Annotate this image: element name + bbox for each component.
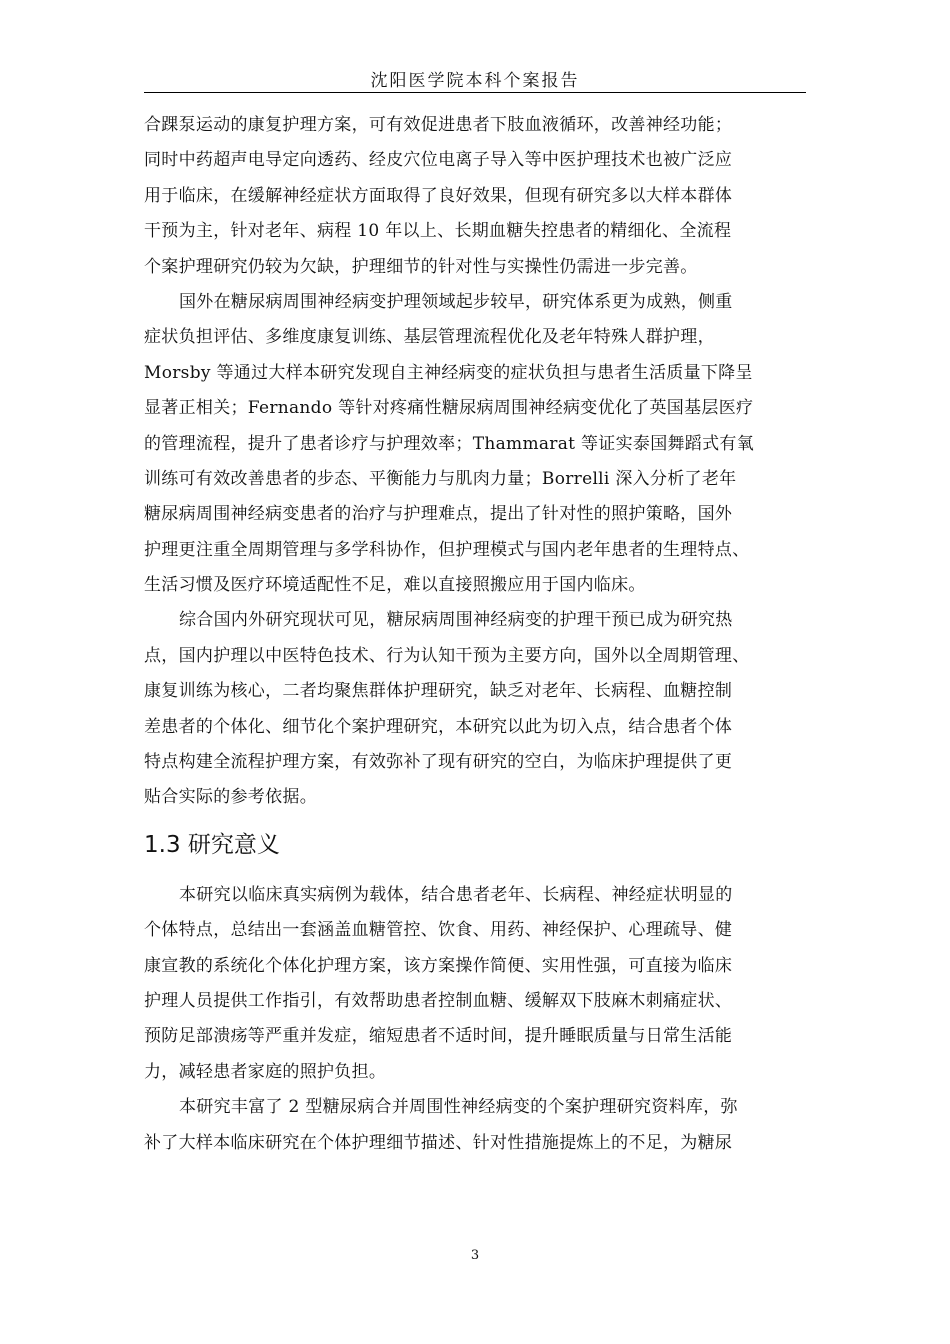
paragraph-line: 国外在糖尿病周围神经病变护理领域起步较早，研究体系更为成熟，侧重 [179,291,733,312]
section-heading: 1.3 研究意义 [144,831,280,858]
paragraph-line: 个体特点，总结出一套涵盖血糖管控、饮食、用药、神经保护、心理疏导、健 [144,920,733,941]
paragraph-line: Morsby 等通过大样本研究发现自主神经病变的症状负担与患者生活质量下降呈 [144,362,753,383]
paragraph-line: 症状负担评估、多维度康复训练、基层管理流程优化及老年特殊人群护理， [144,327,715,348]
paragraph-4 [144,878,806,1090]
document-body [144,108,806,1161]
paragraph-line: 贴合实际的参考依据。 [144,787,317,808]
paragraph-2 [144,285,806,604]
paragraph-line: 合踝泵运动的康复护理方案，可有效促进患者下肢血液循环，改善神经功能； [144,115,733,135]
paragraph-line: 用于临床，在缓解神经症状方面取得了良好效果，但现有研究多以大样本群体 [144,185,733,206]
paragraph-line: 显著正相关；Fernando 等针对疼痛性糖尿病周围神经病变优化了英国基层医疗 [144,398,754,419]
paragraph-line: 预防足部溃疡等严重并发症，缩短患者不适时间，提升睡眠质量与日常生活能 [144,1026,733,1047]
paragraph-5 [144,1090,806,1161]
paragraph-line: 本研究以临床真实病例为载体，结合患者老年、长病程、神经症状明显的 [179,884,733,905]
paragraph-line: 训练可有效改善患者的步态、平衡能力与肌肉力量；Borrelli 深入分析了老年 [144,468,737,489]
paragraph-line: 糖尿病周围神经病变患者的治疗与护理难点，提出了针对性的照护策略，国外 [144,504,733,525]
paragraph-line: 同时中药超声电导定向透药、经皮穴位电离子导入等中医护理技术也被广泛应 [144,150,733,171]
paragraph-line: 个案护理研究仍较为欠缺，护理细节的针对性与实操性仍需进一步完善。 [144,256,698,277]
paragraph-line: 差患者的个体化、细节化个案护理研究，本研究以此为切入点，结合患者个体 [144,716,733,737]
paragraph-line: 补了大样本临床研究在个体护理细节描述、针对性措施提炼上的不足，为糖尿 [144,1132,733,1153]
paragraph-line: 综合国内外研究现状可见，糖尿病周围神经病变的护理干预已成为研究热 [179,610,733,631]
paragraph-line: 康宣教的系统化个体化护理方案，该方案操作简便、实用性强，可直接为临床 [144,955,733,976]
paragraph-line: 干预为主，针对老年、病程 10 年以上、长期血糖失控患者的精细化、全流程 [144,221,732,242]
paragraph-line: 护理更注重全周期管理与多学科协作，但护理模式与国内老年患者的生理特点、 [144,539,750,560]
paragraph-line: 点，国内护理以中医特色技术、行为认知干预为主要方向，国外以全周期管理、 [144,645,750,666]
paragraph-line: 特点构建全流程护理方案，有效弥补了现有研究的空白，为临床护理提供了更 [144,752,733,773]
paragraph-line: 护理人员提供工作指引，有效帮助患者控制血糖、缓解双下肢麻木刺痛症状、 [144,990,733,1011]
page-number: 3 [470,1248,480,1263]
paragraph-1 [144,108,806,285]
page-header-title: 沈阳医学院本科个案报告 [370,71,580,91]
paragraph-line: 力，减轻患者家庭的照护负担。 [144,1061,387,1082]
paragraph-line: 本研究丰富了 2 型糖尿病合并周围性神经病变的个案护理研究资料库，弥 [179,1097,738,1118]
paragraph-line: 的管理流程，提升了患者诊疗与护理效率；Thammarat 等证实泰国舞蹈式有氧 [144,433,754,454]
paragraph-line: 生活习惯及医疗环境适配性不足，难以直接照搬应用于国内临床。 [144,575,646,596]
paragraph-3 [144,603,806,815]
header-divider [144,92,806,93]
paragraph-line: 康复训练为核心，二者均聚焦群体护理研究，缺乏对老年、长病程、血糖控制 [144,681,733,702]
